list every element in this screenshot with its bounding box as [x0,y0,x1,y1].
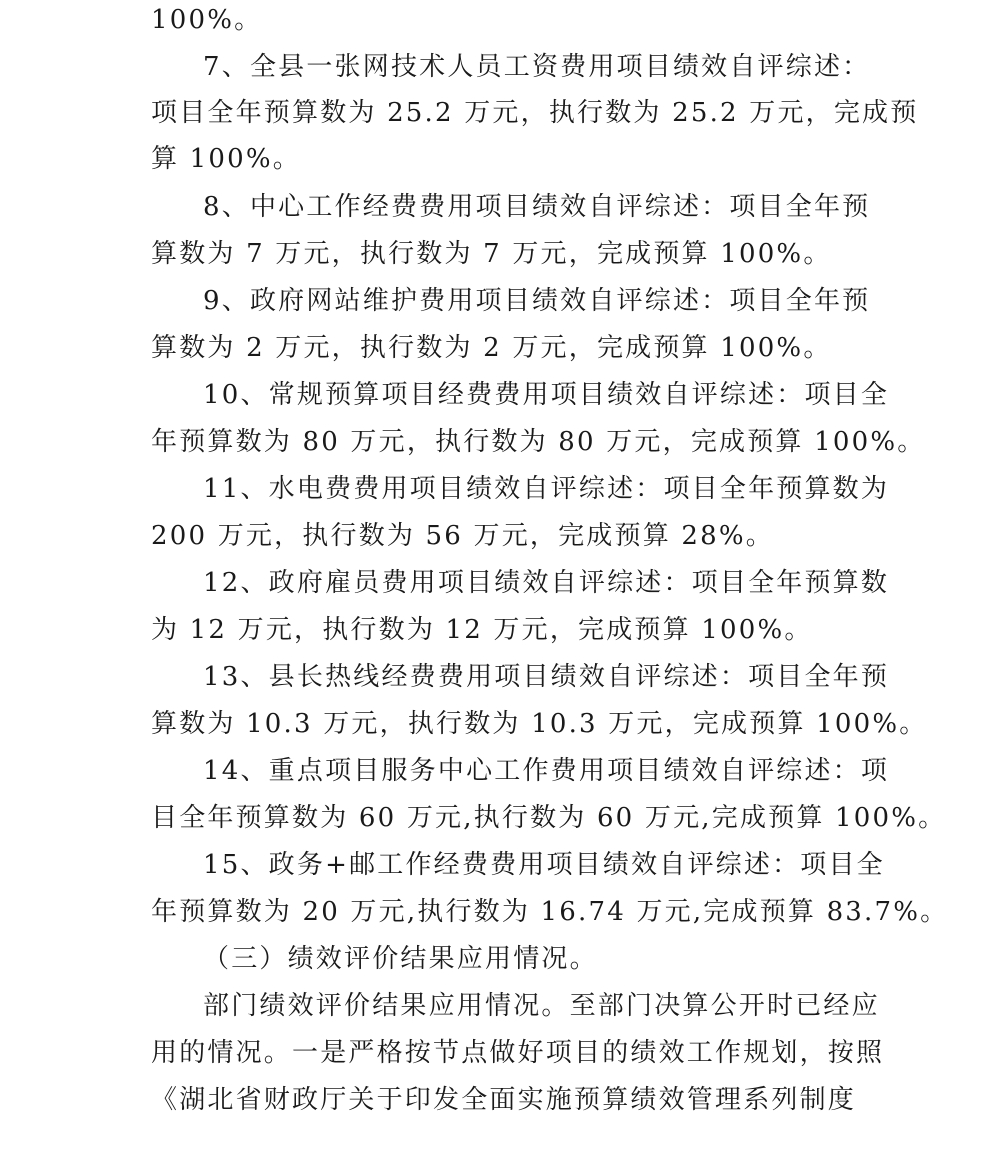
item-12-line-2: 为 12 万元，执行数为 12 万元，完成预算 100%。 [151,615,813,645]
item-11-line-2: 200 万元，执行数为 56 万元，完成预算 28%。 [151,521,774,551]
item-7-heading: 7、全县一张网技术人员工资费用项目绩效自评综述： [203,52,871,82]
item-15-line-1: 15、政务+邮工作经费费用项目绩效自评综述：项目全 [203,850,885,880]
paragraph-line-2: 用的情况。一是严格按节点做好项目的绩效工作规划，按照 [151,1038,885,1068]
item-9-line-1: 9、政府网站维护费用项目绩效自评综述：项目全年预 [203,286,871,316]
item-13-line-1: 13、县长热线经费费用项目绩效自评综述：项目全年预 [203,662,890,692]
item-12-line-1: 12、政府雇员费用项目绩效自评综述：项目全年预算数 [203,568,890,598]
item-15-line-2: 年预算数为 20 万元,执行数为 16.74 万元,完成预算 83.7%。 [151,897,949,927]
text-line-1: 100%。 [151,5,263,35]
item-11-line-1: 11、水电费费用项目绩效自评综述：项目全年预算数为 [203,474,890,504]
item-7-line-3: 算 100%。 [151,144,301,174]
item-8-line-1: 8、中心工作经费费用项目绩效自评综述：项目全年预 [203,192,871,222]
item-9-line-2: 算数为 2 万元，执行数为 2 万元，完成预算 100%。 [151,333,832,363]
item-10-line-2: 年预算数为 80 万元，执行数为 80 万元，完成预算 100%。 [151,427,926,457]
paragraph-line-1: 部门绩效评价结果应用情况。至部门决算公开时已经应 [203,991,880,1021]
item-14-line-1: 14、重点项目服务中心工作费用项目绩效自评综述：项 [203,756,890,786]
item-10-line-1: 10、常规预算项目经费费用项目绩效自评综述：项目全 [203,380,890,410]
paragraph-line-3: 《湖北省财政厅关于印发全面实施预算绩效管理系列制度 [151,1085,857,1115]
item-7-line-2: 项目全年预算数为 25.2 万元，执行数为 25.2 万元，完成预 [151,98,919,128]
item-13-line-2: 算数为 10.3 万元，执行数为 10.3 万元，完成预算 100%。 [151,709,928,739]
item-14-line-2: 目全年预算数为 60 万元,执行数为 60 万元,完成预算 100%。 [151,803,947,833]
item-8-line-2: 算数为 7 万元，执行数为 7 万元，完成预算 100%。 [151,239,832,269]
section-heading: （三）绩效评价结果应用情况。 [203,944,598,974]
